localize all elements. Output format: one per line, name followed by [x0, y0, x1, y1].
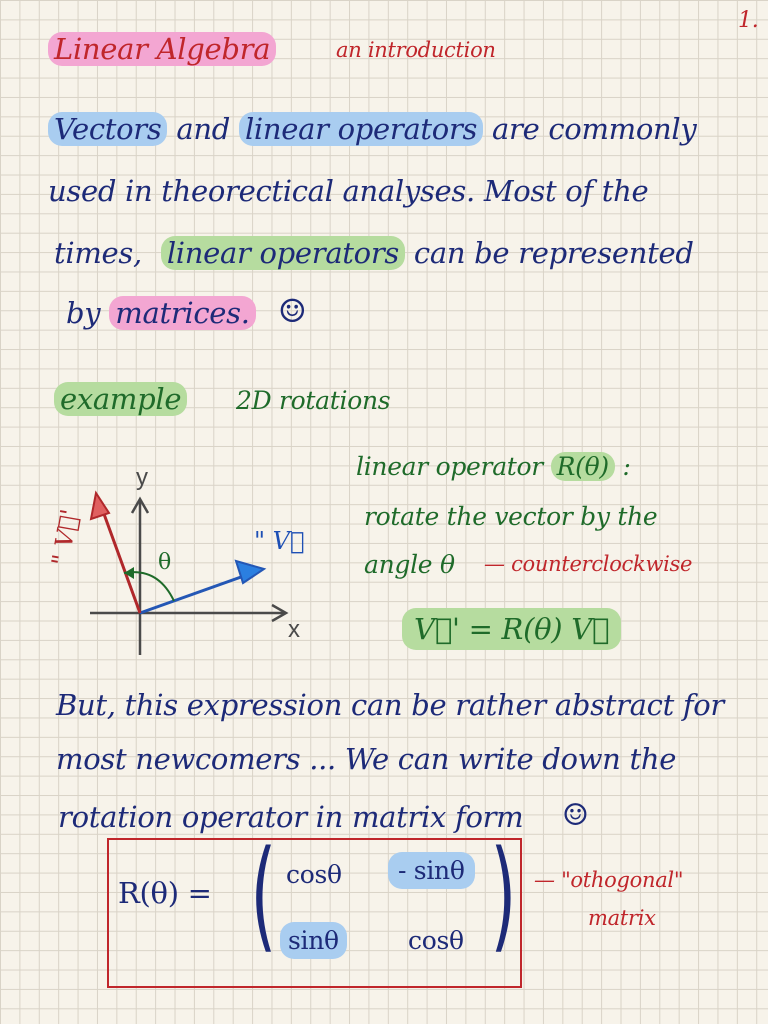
matrix-a12	[388, 856, 475, 885]
example-highlight: example	[54, 382, 187, 416]
page-title	[48, 32, 276, 66]
intro-line-1	[48, 112, 696, 146]
intro-line-4	[66, 296, 256, 330]
para2-line-2: most newcomers ... We can write down the	[56, 742, 677, 776]
intro-line-3	[54, 236, 694, 270]
x-axis-label: x	[288, 616, 300, 643]
highlight-linear-operators: linear operators	[239, 112, 483, 146]
word-times: times,	[54, 236, 142, 270]
matrix-note-2: matrix	[588, 906, 656, 930]
para2-line-3: rotation operator in matrix form	[58, 800, 524, 834]
matrix-a11: cosθ	[286, 860, 342, 889]
matrix-a22: cosθ	[408, 926, 464, 955]
highlight-linear-operators-green: linear operators	[161, 236, 405, 270]
matrix-a21	[280, 926, 347, 955]
intro-line-2: used in theorectical analyses. Most of the	[48, 174, 649, 208]
vector-v-prime-label: " V⃗'	[46, 507, 84, 569]
word-and: and	[176, 112, 231, 146]
matrix-lhs: R(θ) =	[118, 876, 212, 910]
operator-line-2: rotate the vector by the	[364, 502, 658, 531]
rotation-equation-text: V⃗' = R(θ) V⃗	[402, 608, 621, 650]
intro-line-3-rest: can be represented	[413, 236, 694, 270]
vector-v-prime-arrowhead	[91, 493, 109, 519]
matrix-right-paren: )	[490, 826, 517, 965]
operator-line-1	[356, 452, 631, 481]
page-subtitle: an introduction	[336, 38, 496, 62]
angle-label: θ	[158, 550, 172, 575]
operator-symbol: R(θ)	[551, 452, 615, 481]
example-topic: 2D rotations	[236, 386, 391, 415]
operator-colon: :	[622, 452, 631, 481]
vector-v-prime	[100, 503, 140, 613]
rotation-equation	[402, 612, 621, 646]
operator-text: linear operator	[356, 452, 543, 481]
operator-line-3: angle θ	[364, 550, 455, 579]
smiley-face-icon: ☺	[278, 292, 307, 330]
page-title-text: Linear Algebra	[48, 32, 276, 66]
rotation-diagram	[40, 455, 370, 695]
highlight-vectors: Vectors	[48, 112, 167, 146]
y-axis-label: y	[136, 464, 148, 491]
smiley-face-icon-2: ☺	[562, 798, 589, 833]
operator-note: — counterclockwise	[484, 552, 693, 576]
page-number: 1.	[738, 8, 759, 33]
highlight-matrices: matrices.	[109, 296, 255, 330]
example-label	[54, 382, 187, 416]
matrix-left-paren: (	[250, 826, 277, 965]
vector-v-label: " V⃗	[254, 527, 305, 555]
vector-v-arrowhead	[236, 561, 264, 583]
word-by: by	[66, 296, 101, 330]
intro-line-1-rest: are commonly	[492, 112, 697, 146]
matrix-note-1: — "othogonal"	[534, 868, 684, 892]
matrix-a12-highlight: - sinθ	[388, 852, 475, 889]
para2-line-1: But, this expression can be rather abstract for	[56, 688, 724, 722]
matrix-a21-highlight: sinθ	[280, 922, 347, 959]
